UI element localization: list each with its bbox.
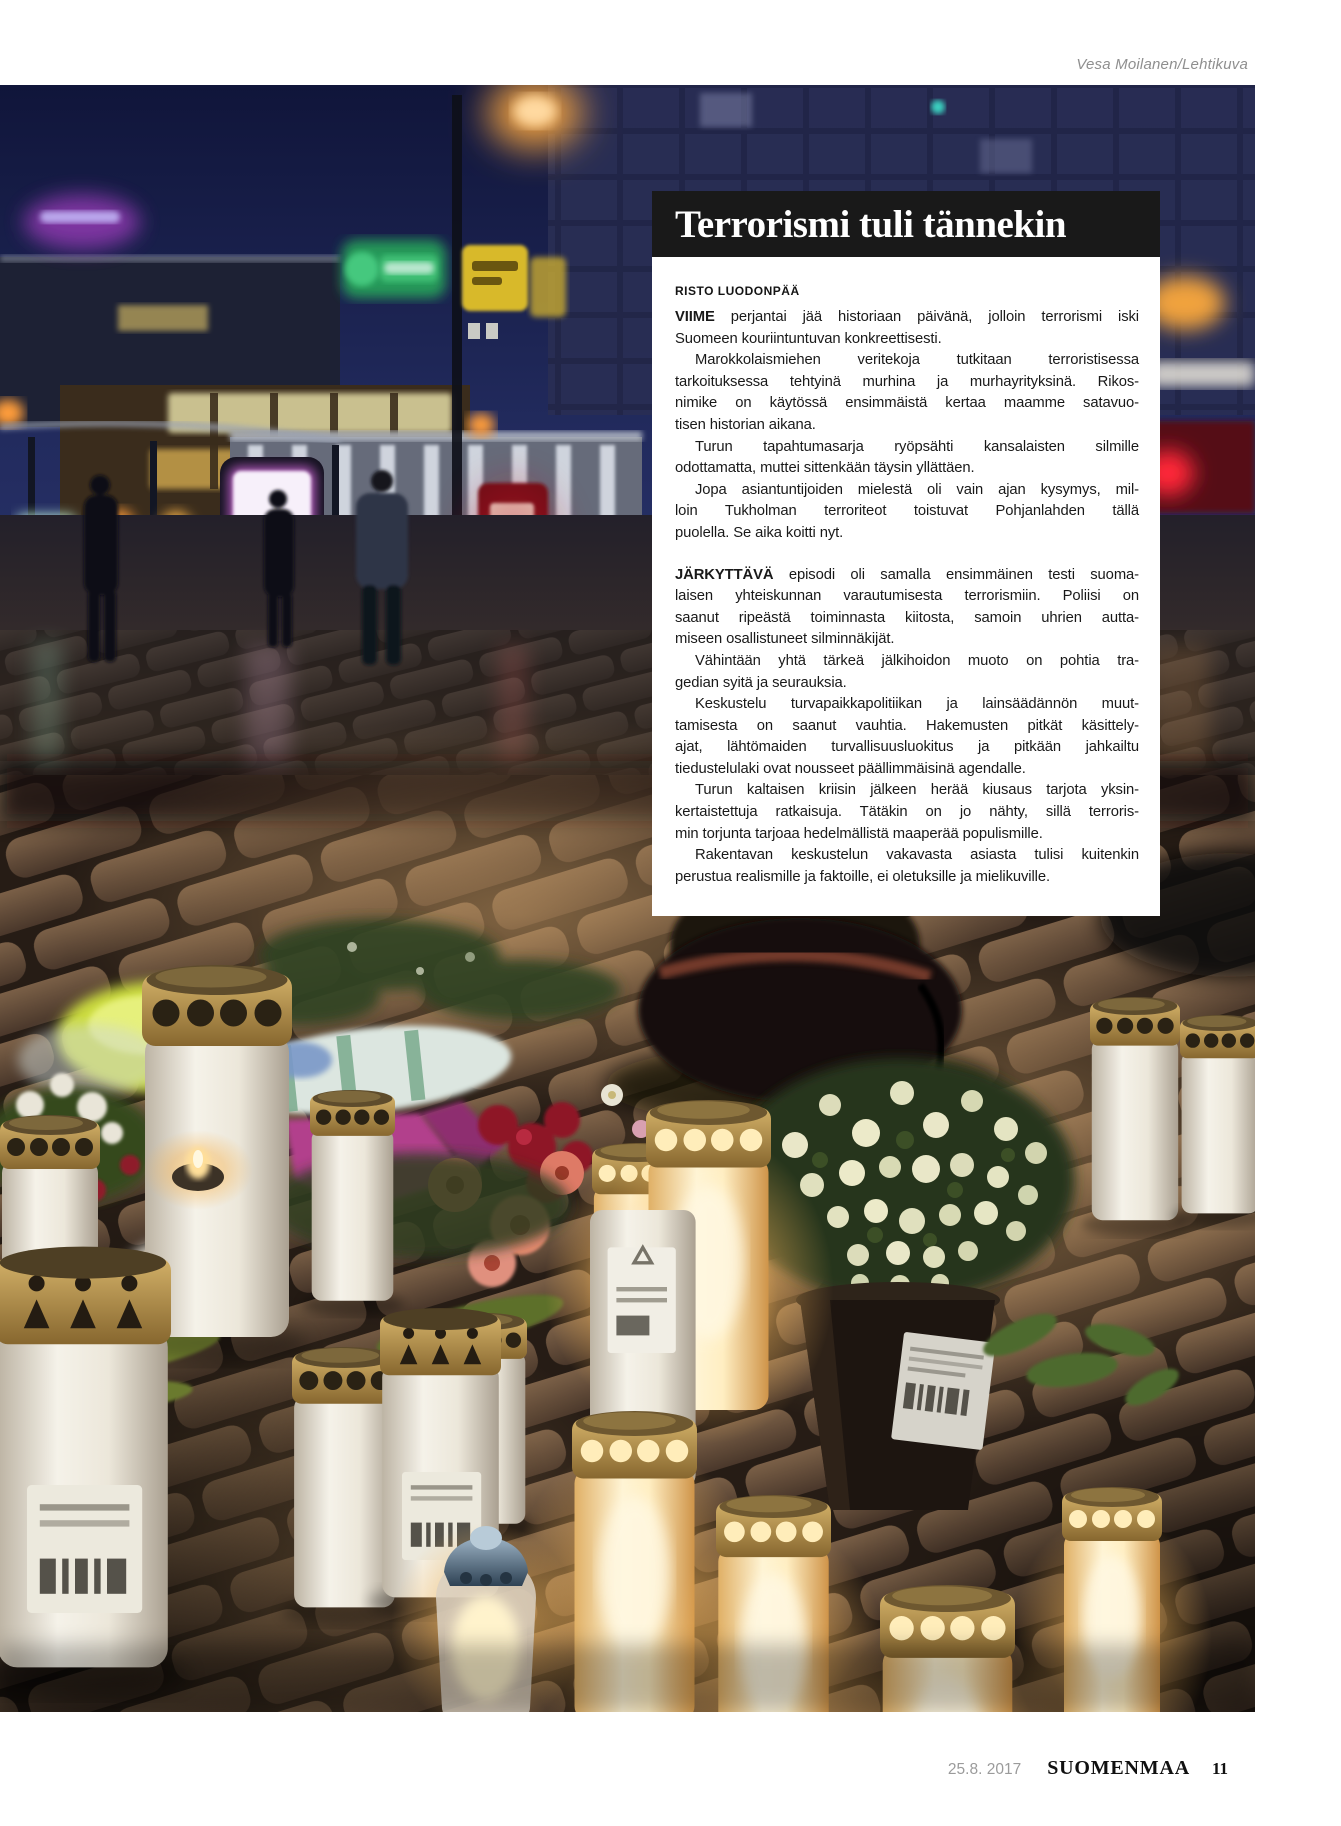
article-line: ajat, lähtömaiden turvallisuusluokitus ja pitkään jahkailtu: [675, 739, 1139, 756]
article-paragraph: [675, 350, 1139, 436]
article-line: tiedustelulaki ovat nousseet päällimmäisinä agendalle.: [675, 760, 1026, 777]
article-line: saanut ripeästä toiminnasta kiitosta, samoin uhrien autta-: [675, 609, 1139, 626]
article-line: Turun kaltaisen kriisin jälkeen herää kiusaus tarjota yksin-: [695, 782, 1139, 799]
footer-page-number: 11: [1211, 1759, 1228, 1778]
article-paragraph: [675, 565, 1139, 651]
article-line: loin Tukholman terroriteot toistuvat Pohjanlahden tällä: [675, 503, 1139, 520]
article-line: JÄRKYTTÄVÄ episodi oli samalla ensimmäinen testi suoma-: [675, 566, 1139, 583]
article-paragraph: [675, 480, 1139, 545]
tealight: [143, 1130, 253, 1210]
article-line: VIIME perjantai jää historiaan päivänä, jolloin terrorismi iski: [675, 309, 1139, 325]
article-line: Jopa asiantuntijoiden mielestä oli vain ajan kysymys, mil-: [695, 481, 1139, 498]
article-paragraph: [675, 694, 1139, 780]
article-paragraph: [675, 437, 1139, 480]
article-line: Vähintään yhtä tärkeä jälkihoidon muoto on pohtia tra-: [695, 652, 1139, 669]
article-line: Turun tapahtumasarja ryöpsähti kansalaisten silmille: [695, 438, 1139, 455]
article-paragraph: [675, 845, 1139, 888]
article-box: [652, 191, 1160, 916]
article-body: [652, 257, 1160, 916]
article-line: perustua realismille ja faktoille, ei oletuksille ja mielikuville.: [675, 868, 1050, 885]
article-line: laisen yhteiskunnan varautumisesta terrorismiin. Poliisi on: [675, 588, 1139, 605]
article-line: Marokkolaismiehen veritekoja tutkitaan terroristisessa: [695, 352, 1139, 369]
article-paragraph: [675, 651, 1139, 694]
article-line: gedian syitä ja seurauksia.: [675, 674, 847, 691]
article-line: kertaistettuja ratkaisuja. Tätäkin on jo nähty, sillä terroris-: [675, 804, 1139, 821]
article-paragraph: [675, 780, 1139, 845]
article-paragraphs: [675, 307, 1139, 888]
article-line: min torjunta tarjoaa hedelmällistä maaperää populismille.: [675, 825, 1043, 842]
headline-bar: [652, 191, 1160, 257]
article-line: puolella. Se aika koitti nyt.: [675, 524, 844, 541]
article-line: tamisesta on saanut vauhtia. Hakemusten pitkät käsittely-: [675, 717, 1139, 734]
article-line: odottamatta, muttei sittenkään täysin yllättäen.: [675, 460, 975, 477]
article-paragraph: [675, 307, 1139, 350]
footer-date: 25.8. 2017: [947, 1761, 1022, 1778]
article-line: nimike on käytössä ensimmäistä kertaa maamme satavuo-: [675, 395, 1139, 412]
article-line: miseen osallistuneet silminnäkijät.: [675, 631, 895, 648]
pot-label: [891, 1332, 995, 1450]
article-line: tarkoituksessa tehtyinä murhina ja murhayrityksinä. Rikos-: [675, 373, 1139, 390]
bottom-vignette: [0, 1645, 1255, 1712]
photo-credit: Vesa Moilanen/Lehtikuva: [1076, 56, 1248, 73]
article-headline: Terrorismi tuli tännekin: [675, 202, 1067, 246]
article-line: tisen historian aikana.: [675, 416, 816, 433]
footer-publication: SUOMENMAA: [1047, 1757, 1190, 1779]
article-line: Keskustelu turvapaikkapolitiikan ja lainsäädännön muut-: [695, 696, 1139, 713]
page-footer: [948, 1757, 1228, 1780]
article-byline: RISTO LUODONPÄÄ: [675, 284, 800, 298]
article-line: Rakentavan keskustelun vakavasta asiasta tulisi kuitenkin: [695, 847, 1139, 864]
article-line: Suomeen kouriintuntuvan konkreettisesti.: [675, 330, 942, 347]
